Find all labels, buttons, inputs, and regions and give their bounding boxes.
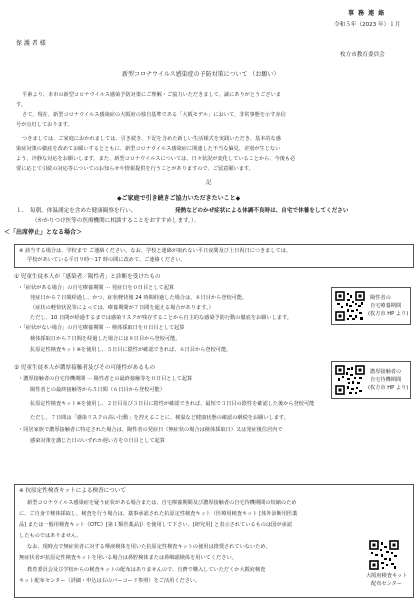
qr-code-icon[interactable] [369,540,399,570]
case1-line: （症状の軽快状況等によっては、療養期間が７日間を超える場合があります。） [30,305,214,311]
item1-text: 毎朝、体温測定を含めた健康観察を行い、 [30,208,137,214]
stop-label: ＜「出席停止」となる場合＞ [4,229,83,236]
notice-box [14,244,414,268]
antigen-line: 教育委員会及び学校からの検査キットの配布はありませんので、自費で購入していただくか大阪府検査 [27,567,266,573]
case1-line: 検体採取日から７日間を経過した場合には８日目から登校可能。 [30,336,181,342]
issuer: 枚方市教育委員会 [340,52,385,58]
case2-line: ただし、７日間は「感染リスクの高い行動」を控えることに、検温など健康状態の確認の継続をお願いします。 [30,415,289,421]
case2-qr-box [331,361,411,399]
antigen-line: したものではありません。 [19,533,82,539]
case2-line: 陽性者との最終接触等から５日間（６日目から登校可能） [30,387,165,393]
antigen-line: 新型コロナウイルス感染症を疑う症状がある場合または、自宅療養期間及び濃厚接触者の自宅待機期間の短縮のため [27,500,297,506]
document-title: 新型コロナウイルス感染症の予防対策について （お願い） [122,71,280,78]
case2-line: ・同居家族で濃厚接触者に特定された場合は、陽性者の発症日（無症状の場合は検体採取日）又は発症後住居内で [18,427,283,433]
qr-label: 濃厚接触者の [370,369,402,375]
notice-line: 学校があいている平日９時～17 時の間に改めて、ご連絡ください。 [27,257,186,263]
case1-line: 抗原定性検査キット※を使用し、５日目に陰性が確認できれば、６日目から登校可能。 [30,347,232,353]
item1-number: １、 [16,208,28,214]
qr-label: 自宅療養期間 [370,303,402,309]
case2-line: ・濃厚接触者の自宅待機期間 ··· 陽性者との最終接触等を０日目として起算 [18,376,193,382]
intro-line: さて、現在、新型コロナウイルス感染症の大阪府の独自基準である「大阪モデル」において、非常事態を示す赤信 [22,112,286,118]
case2-title: ② 児童生徒本人が濃厚接触者及びその可能性があるもの [14,365,156,371]
notice-line: ※ 該当する場合は、学校まで ご連絡ください。なお、学校と連絡が取れない平日夜間及び土日祝日につきましては、 [19,248,292,254]
antigen-line: に、ご自身で検体採取し、検査を行う場合は、薬事承認された抗原定性検査キット（医療用検査キット [体外診断用医薬 [19,511,298,517]
qr-code-icon[interactable] [335,365,365,395]
case1-line: ただし、10 日間が経過するまでは感染リスクが残存することから自主的な感染予防行動の徹底をお願いします。 [30,315,292,321]
qr-label: 配布センター [371,581,402,587]
qr-code-icon[interactable] [335,291,365,321]
intro-line: す。 [16,102,26,108]
intro-line: 要に応じて引続の対応等についてのお知らせや情報提供を行うことがありますので、ご留意願います。 [16,166,254,172]
qr-label: (枚方市 HP より) [368,311,409,317]
intro-line: 平素より、本市の新型コロナウイルス感染予防対策にご理解・ご協力いただきまして、誠にありがとうございま [22,92,281,98]
addressee: 保 護 者 様 [16,40,46,47]
antigen-line: 無症状者が抗原定性検査キットを用いる場合は鼻腔検体または鼻咽頭検体を用いてください。 [19,555,237,561]
antigen-title: ※ 抗原定性検査キットによる検査について [19,488,126,494]
case1-line: ・「症状がある場合」の自宅療養期間 ··· 発症日を０日目として起算 [18,285,175,291]
antigen-line: なお、現時点で無症状者に対する唾液検体を用いた抗原定性検査キットの使用は推奨されていないため、 [27,544,271,550]
ki-heading: 記 [206,180,212,186]
case1-qr-box [331,287,411,325]
qr-label: 大阪府検査キット [366,573,408,579]
item1-emphasis: 発熱などのかぜ症状による体調不良時は、自宅で休養をしてください [175,208,349,214]
section-title: ◆ご家庭で引き続きご協力いただきたいこと◆ [117,195,241,202]
case1-line: 発症日から７日間経過し、かつ、症状軽快後 24 時間経過した場合は、８日目から登校可能。 [30,295,248,301]
intro-line: 号が点灯しております。 [16,122,73,128]
qr-label: (枚方市 HP より) [368,385,409,391]
case1-line: ・「症状がない場合」の自宅療養期間 ··· 検体採取日を０日目として起算 [18,325,185,331]
intro-line: よう、冷静な対応をお願いします。また、新型コロナウイルスについては、日々状況が変化していることから、今後も必 [16,156,296,162]
antigen-line: キット配布センター（詳細・申込は右のバーコード参照）をご活用ください。 [19,578,201,584]
qr-label: 陽性者の [370,295,391,301]
item1-note: （かかりつけ医等の医療機関に相談することをおすすめします。）。 [32,218,200,224]
issue-date: 令和５年（2023 年）１月 [334,22,401,28]
antigen-line: 品] または一般用検査キット《OTC》[第１類医薬品]）を使用して下さい。[研究用] と表示されているものは国が承認 [19,522,292,528]
doc-type: 事 務 連 絡 [348,10,386,17]
case1-title: ① 児童生徒本人が「感染者／陽性者」と診断を受けたもの [14,274,161,280]
intro-line: 染症対策の徹底を改めてお願いするとともに、新型コロナウイルス感染症に関連した不当な偏見、差別が生じない [16,146,281,152]
intro-line: つきましては、ご家庭におかれましては、引き続き、下記を含めた新しい生活様式を実践いただき、基本的な感 [22,136,281,142]
qr-label: 自宅待機期間 [370,377,402,383]
case2-line: 抗原定性検査キット※を使用し、２日目及び３日目に陰性が確認できれば、最短で３日目の陰性を確認した後から登校可能 [30,401,315,407]
antigen-box [14,484,414,598]
case2-line: 感染対策を講じた日のいずれか遅い方を０日目として起算 [30,438,165,444]
